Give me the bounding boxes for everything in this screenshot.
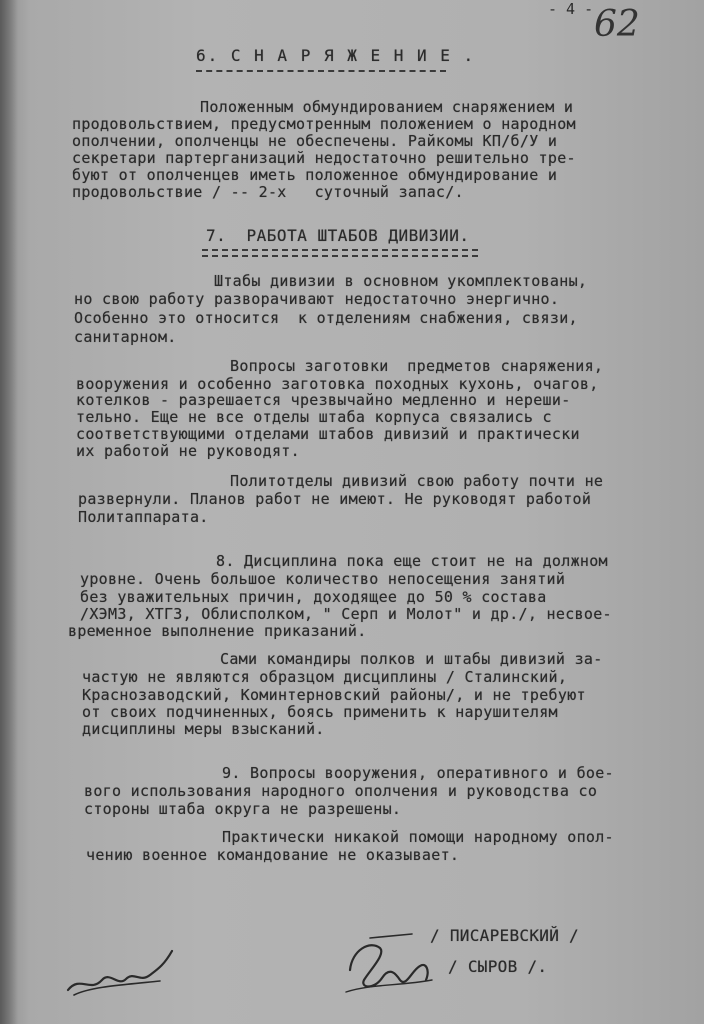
text-line: Краснозаводский, Коминтерновский районы/, и не требуют [82,686,586,704]
text-line: без уважительных причин, доходящее до 50 % состава [80,588,547,606]
text-line: их работой не руководят. [76,442,300,460]
text-line: уровне. Очень большое количество непосещения занятий [80,570,566,588]
signatory-name-1: / ПИСАРЕВСКИЙ / [430,926,579,945]
text-line: Особенно это относится к отделениям снабжения, связи, [74,309,578,327]
text-line: Политотделы дивизий свою работу почти не [230,472,604,490]
text-line: частую не являются образцом дисциплины / Сталинский, [82,668,568,686]
text-line: тельно. Еще не все отделы штаба корпуса связались с [76,408,552,426]
text-line: Сами командиры полков и штабы дивизий за- [220,650,603,668]
archive-number-handwritten: 62 [594,4,640,45]
text-line: ополчении, ополченцы не обеспечены. Райкомы КП/б/У и [72,132,558,150]
section-7-heading: 7. РАБОТА ШТАБОВ ДИВИЗИИ. [206,226,470,245]
page-marker: - 4 - [548,0,594,18]
text-line: вооружения и особенно заготовка походных кухонь, очагов, [76,375,599,393]
heading-underline [202,255,478,257]
text-line: Положенным обмундированием снаряжением и [200,98,574,116]
text-line: Штабы дивизии в основном укомплектованы, [214,272,588,290]
text-line: от своих подчиненных, боясь применить к нарушителям [82,703,558,721]
text-line: 8. Дисциплина пока еще стоит не на должном [216,552,608,570]
text-line: Вопросы заготовки предметов снаряжения, [230,357,604,375]
text-line: секретари партерганизаций недостаточно решительно тре- [72,149,576,167]
text-line: 9. Вопросы вооружения, оперативного и бое- [222,764,614,782]
text-line: вого использования народного ополчения и руководства со [84,782,598,800]
text-line: стороны штаба округа не разрешены. [84,800,402,818]
text-line: котелков - разрешается чрезвычайно медленно и нереши- [76,391,571,409]
text-line: соответствующими отделами штабов дивизий и практически [76,425,580,443]
text-line: санитарном. [74,328,177,346]
heading-underline [196,70,446,72]
text-line: но свою работу разворачивают недостаточно энергично. [74,290,560,308]
text-line: временное выполнение приказаний. [68,622,367,640]
handwritten-signature-right [340,930,440,1000]
section-6-heading: 6. С Н А Р Я Ж Е Н И Е . [196,46,476,65]
text-line: /ХЭМЗ, ХТГЗ, Облисполком, " Серп и Молот" и др./, несвое- [80,605,612,623]
text-line: Политаппарата. [78,508,209,526]
text-line: продовольствие / -- 2-х суточный запас/. [72,183,464,201]
text-line: чению военное командование не оказывает. [86,846,460,864]
text-line: продовольствием, предусмотренным положением о народном [72,115,576,133]
text-line: дисциплины меры взысканий. [82,720,325,738]
text-line: развернули. Планов работ не имеют. Не руководят работой [78,490,592,508]
signatory-name-2: / СЫРОВ /. [448,957,548,976]
text-line: Практически никакой помощи народному опол- [222,828,614,846]
handwritten-signature-left [60,935,180,1005]
text-line: буют от ополченцев иметь положенное обмундирование и [72,166,558,184]
heading-underline [202,249,478,251]
